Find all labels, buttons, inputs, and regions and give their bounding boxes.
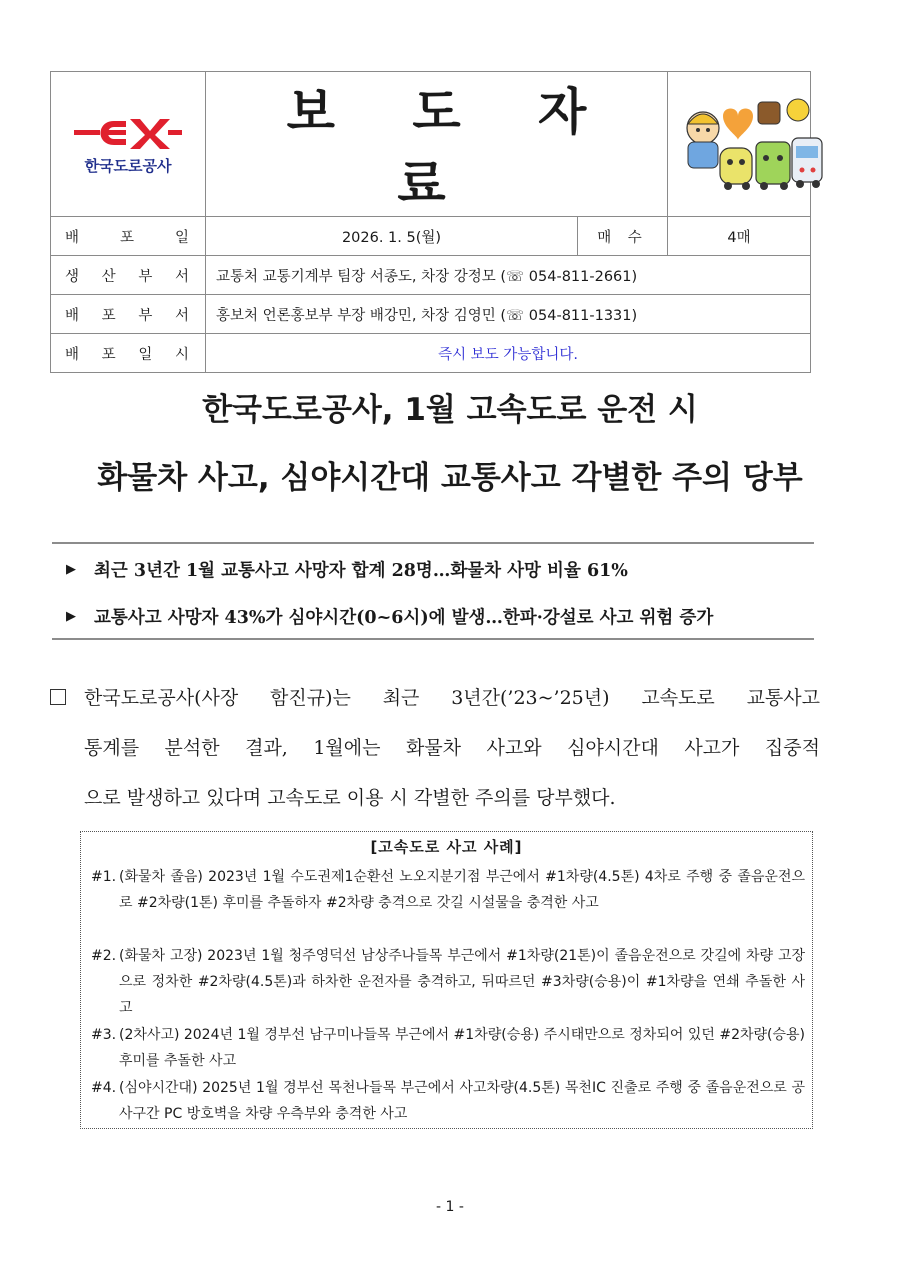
producing-dept-label: 생 산 부 서 — [51, 256, 206, 295]
body-word: 통계를 — [84, 737, 140, 759]
release-time-label: 배 포 일 시 — [51, 334, 206, 373]
case-number: #1. — [91, 869, 117, 885]
case-item — [91, 864, 805, 916]
body-word: 집중적 — [764, 737, 820, 759]
body-line-3: 으로 발생하고 있다며 고속도로 이용 시 각별한 주의를 당부했다. — [84, 787, 616, 809]
distribution-date-row — [51, 217, 811, 256]
summary-text: 교통사고 사망자 43%가 심야시간(0~6시)에 발생…한파·강설로 사고 위험 증가 — [94, 608, 714, 628]
case-number: #3. — [91, 1027, 117, 1043]
title-cell — [206, 72, 668, 217]
body-word: 사고가 — [684, 737, 740, 759]
case-number: #2. — [91, 948, 117, 964]
page-number: - 1 - — [436, 1199, 464, 1215]
body-word: 결과, — [245, 737, 288, 759]
triangle-bullet-icon: ▶ — [66, 609, 76, 624]
body-word: 한국도로공사(사장 — [50, 683, 238, 710]
body-word: 3년간(’23~’25년) — [451, 687, 610, 709]
distribution-date-label: 배 포 일 — [51, 217, 206, 256]
case-item — [91, 1022, 805, 1074]
triangle-bullet-icon: ▶ — [66, 562, 76, 577]
producing-dept-row — [51, 256, 811, 295]
producing-dept-value: 교통처 교통기계부 팀장 서종도, 차장 강정모 (☏ 054-811-2661) — [206, 256, 811, 295]
ex-logo — [61, 72, 195, 216]
body-word: 사고와 — [486, 737, 542, 759]
summary-text: 최근 3년간 1월 교통사고 사망자 합계 28명…화물차 사망 비율 61% — [94, 561, 628, 581]
accident-cases-box — [80, 831, 813, 1129]
body-word: 1월에는 — [313, 737, 381, 759]
distribution-date-value: 2026. 1. 5(월) — [206, 217, 578, 256]
headline-line-2: 화물차 사고, 심야시간대 교통사고 각별한 주의 당부 — [97, 460, 803, 496]
case-text: (2차사고) 2024년 1월 경부선 남구미나들목 부근에서 #1차량(승용) 주시태만으로 정차되어 있던 #2차량(승용) 후미를 추돌한 사고 — [119, 1027, 805, 1069]
case-item — [91, 943, 805, 1021]
summary-item — [66, 557, 628, 582]
body-word: 화물차 — [405, 737, 462, 759]
case-text: (화물차 고장) 2023년 1월 청주영덕선 남상주나들목 부근에서 #1차량(21톤)이 졸음운전으로 갓길에 차량 고장으로 정차한 #2차량(4.5톤)과 하차한 운전자를 충격하고, 뒤따르던 #3차량(승용)이 #1차량을 연쇄 추돌한 사고 — [119, 948, 805, 1016]
body-word: 함진규)는 — [270, 687, 351, 709]
embargo-notice: 즉시 보도 가능합니다. — [206, 334, 811, 373]
release-time-row — [51, 334, 811, 373]
summary-box — [52, 542, 814, 640]
logo-cell — [51, 72, 206, 217]
case-number: #4. — [91, 1080, 117, 1096]
summary-item — [66, 604, 713, 629]
mascot-characters-icon — [668, 86, 828, 198]
checkbox-bullet-icon — [50, 689, 66, 705]
case-text: (화물차 졸음) 2023년 1월 수도권제1순환선 노오지분기점 부근에서 #1차량(4.5톤) 4차로 주행 중 졸음운전으로 #2차량(1톤) 후미를 추돌하자 #2차량 충격으로 갓길 시설물을 충격한 사고 — [119, 869, 805, 911]
mascot-cell — [668, 72, 811, 217]
headline-line-1: 한국도로공사, 1월 고속도로 운전 시 — [202, 392, 698, 428]
logo-org-name: 한국도로공사 — [84, 156, 172, 175]
body-word: 심야시간대 — [567, 737, 659, 759]
body-line-2 — [84, 733, 820, 760]
press-header-table — [50, 71, 811, 373]
case-text: (심야시간대) 2025년 1월 경부선 목천나들목 부근에서 사고차량(4.5톤) 목천IC 진출로 주행 중 졸음운전으로 공사구간 PC 방호벽을 차량 우측부와 충격한 사고 — [119, 1080, 805, 1122]
ex-logo-mark-icon — [74, 113, 182, 153]
press-release-title: 보 도 자 료 — [286, 82, 617, 213]
distributing-dept-value: 홍보처 언론홍보부 부장 배강민, 차장 김영민 (☏ 054-811-1331) — [206, 295, 811, 334]
page-count-value: 4매 — [668, 217, 811, 256]
page-count-label: 매 수 — [578, 217, 668, 256]
body-word: 교통사고 — [746, 687, 820, 709]
body-word: 분석한 — [164, 737, 220, 759]
body-word: 최근 — [382, 687, 420, 709]
cases-heading: [고속도로 사고 사례] — [370, 838, 523, 856]
body-word: 고속도로 — [641, 687, 715, 709]
distributing-dept-label: 배 포 부 서 — [51, 295, 206, 334]
body-line-1 — [50, 683, 820, 710]
case-item — [91, 1075, 805, 1127]
distributing-dept-row — [51, 295, 811, 334]
